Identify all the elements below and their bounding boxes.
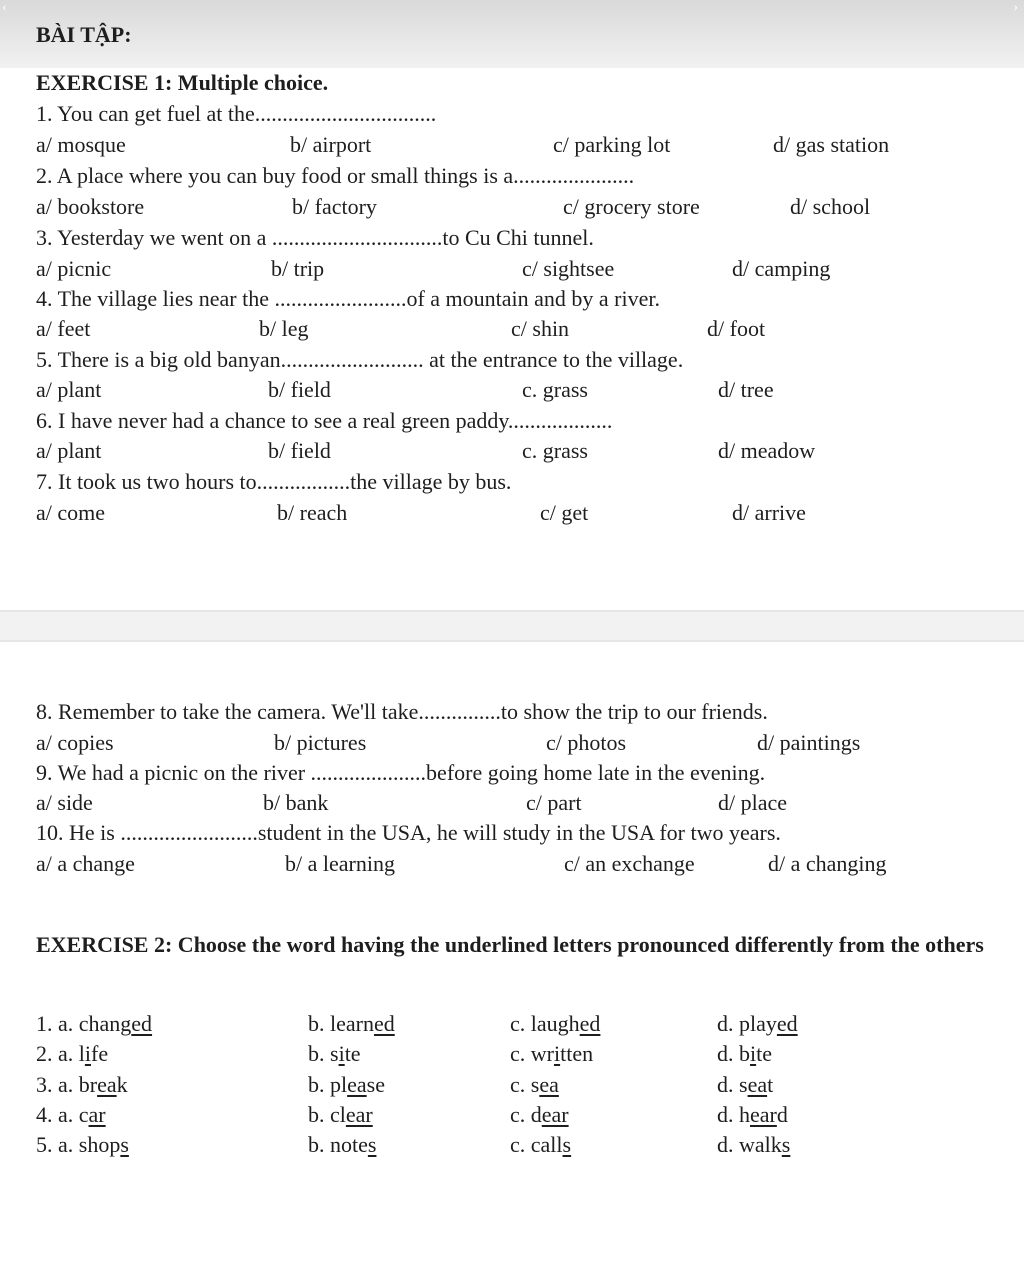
q6-option-d: d/ meadow (718, 438, 816, 463)
q5-option-d: d/ tree (718, 377, 774, 402)
photo-top-bar (0, 0, 1024, 68)
q5-option-c: c. grass (522, 377, 588, 402)
q8-option-c: c/ photos (546, 730, 627, 755)
q8-option-a: a/ copies (36, 730, 114, 755)
ex2-word-2-c: c. written (510, 1041, 594, 1066)
ex2-word-5-c: c. calls (510, 1132, 572, 1157)
q8-option-b: b/ pictures (274, 730, 367, 755)
q4-option-b: b/ leg (259, 316, 309, 341)
underlined-letters: ed (776, 1011, 798, 1036)
exercise-1-heading: EXERCISE 1: Multiple choice. (36, 70, 329, 95)
page-title: BÀI TẬP: (36, 22, 132, 47)
underlined-letters: s (781, 1132, 791, 1157)
q4-option-d: d/ foot (707, 316, 766, 341)
q10-option-d: d/ a changing (768, 851, 887, 876)
q2-option-b: b/ factory (292, 194, 377, 219)
q7-option-b: b/ reach (277, 500, 348, 525)
ex2-word-1-b: b. learned (308, 1011, 395, 1036)
q5-option-a: a/ plant (36, 377, 102, 402)
ex2-word-3-a: 3. a. break (36, 1072, 128, 1097)
underlined-letters: s (367, 1132, 377, 1157)
ex2-word-3-c: c. sea (510, 1072, 559, 1097)
ex2-word-1-c: c. laughed (510, 1011, 601, 1036)
underlined-letters: ea (539, 1072, 559, 1097)
ex2-word-3-d: d. seat (717, 1072, 774, 1097)
q3-option-a: a/ picnic (36, 256, 112, 281)
q2-option-a: a/ bookstore (36, 194, 145, 219)
underlined-letters: ear (345, 1102, 373, 1127)
q7-option-c: c/ get (540, 500, 589, 525)
q3-option-b: b/ trip (271, 256, 325, 281)
underlined-letters: ed (579, 1011, 601, 1036)
q2-option-c: c/ grocery store (563, 194, 700, 219)
question-7: 7. It took us two hours to.................the village by bus. (36, 469, 512, 494)
ex2-word-5-b: b. notes (308, 1132, 377, 1157)
underlined-letters: ed (131, 1011, 153, 1036)
underlined-letters: ea (347, 1072, 367, 1097)
underlined-letters: ed (373, 1011, 395, 1036)
q2-option-d: d/ school (790, 194, 871, 219)
q9-option-a: a/ side (36, 790, 93, 815)
q3-option-d: d/ camping (732, 256, 831, 281)
q9-option-d: d/ place (718, 790, 788, 815)
q7-option-d: d/ arrive (732, 500, 806, 525)
underlined-letters: ar (88, 1102, 106, 1127)
underlined-letters: ea (97, 1072, 117, 1097)
ex2-word-4-a: 4. a. car (36, 1102, 106, 1127)
q1-option-a: a/ mosque (36, 132, 126, 157)
underlined-letters: ea (747, 1072, 768, 1097)
q5-option-b: b/ field (268, 377, 331, 402)
underlined-letters: s (120, 1132, 129, 1157)
photo-separator (0, 610, 1024, 642)
underlined-letters: i (84, 1041, 92, 1066)
underlined-letters: i (750, 1041, 757, 1066)
underlined-letters: ear (750, 1102, 777, 1127)
underlined-letters: i (553, 1041, 561, 1066)
q9-option-b: b/ bank (263, 790, 329, 815)
left-corner-mark: ‹ (2, 0, 7, 15)
question-10: 10. He is .........................student in the USA, he will study in the USA for two years. (36, 820, 781, 845)
q4-option-a: a/ feet (36, 316, 91, 341)
q9-option-c: c/ part (526, 790, 582, 815)
ex2-word-4-b: b. clear (308, 1102, 373, 1127)
exercise-2-heading: EXERCISE 2: Choose the word having the underlined letters pronounced differently from the others (36, 932, 984, 957)
ex2-word-2-b: b. site (308, 1041, 361, 1066)
ex2-word-2-d: d. bite (717, 1041, 773, 1066)
underlined-letters: i (338, 1041, 345, 1066)
q6-option-c: c. grass (522, 438, 588, 463)
q8-option-d: d/ paintings (757, 730, 861, 755)
ex2-word-4-d: d. heard (717, 1102, 788, 1127)
q6-option-a: a/ plant (36, 438, 102, 463)
ex2-word-1-d: d. played (717, 1011, 798, 1036)
question-5: 5. There is a big old banyan.......................... at the entrance to the village. (36, 347, 684, 372)
ex2-word-5-a: 5. a. shops (36, 1132, 129, 1157)
question-8: 8. Remember to take the camera. We'll take...............to show the trip to our friends. (36, 699, 768, 724)
question-2: 2. A place where you can buy food or small things is a...................... (36, 163, 635, 188)
q10-option-b: b/ a learning (285, 851, 395, 876)
q1-option-c: c/ parking lot (553, 132, 671, 157)
q1-option-d: d/ gas station (773, 132, 890, 157)
underlined-letters: ear (541, 1102, 569, 1127)
q6-option-b: b/ field (268, 438, 331, 463)
ex2-word-3-b: b. please (308, 1072, 385, 1097)
ex2-word-4-c: c. dear (510, 1102, 569, 1127)
q10-option-a: a/ a change (36, 851, 135, 876)
underlined-letters: s (562, 1132, 572, 1157)
ex2-word-2-a: 2. a. life (36, 1041, 109, 1066)
q7-option-a: a/ come (36, 500, 106, 525)
right-corner-mark: › (1013, 0, 1018, 15)
ex2-word-5-d: d. walks (717, 1132, 791, 1157)
question-1: 1. You can get fuel at the................................. (36, 101, 437, 126)
q1-option-b: b/ airport (290, 132, 372, 157)
question-9: 9. We had a picnic on the river .....................before going home late in the evening. (36, 760, 766, 785)
question-6: 6. I have never had a chance to see a real green paddy................... (36, 408, 613, 433)
ex2-word-1-a: 1. a. changed (36, 1011, 153, 1036)
question-3: 3. Yesterday we went on a ...............................to Cu Chi tunnel. (36, 225, 594, 250)
q10-option-c: c/ an exchange (564, 851, 695, 876)
question-4: 4. The village lies near the ........................of a mountain and by a river. (36, 286, 660, 311)
q4-option-c: c/ shin (511, 316, 570, 341)
q3-option-c: c/ sightsee (522, 256, 615, 281)
